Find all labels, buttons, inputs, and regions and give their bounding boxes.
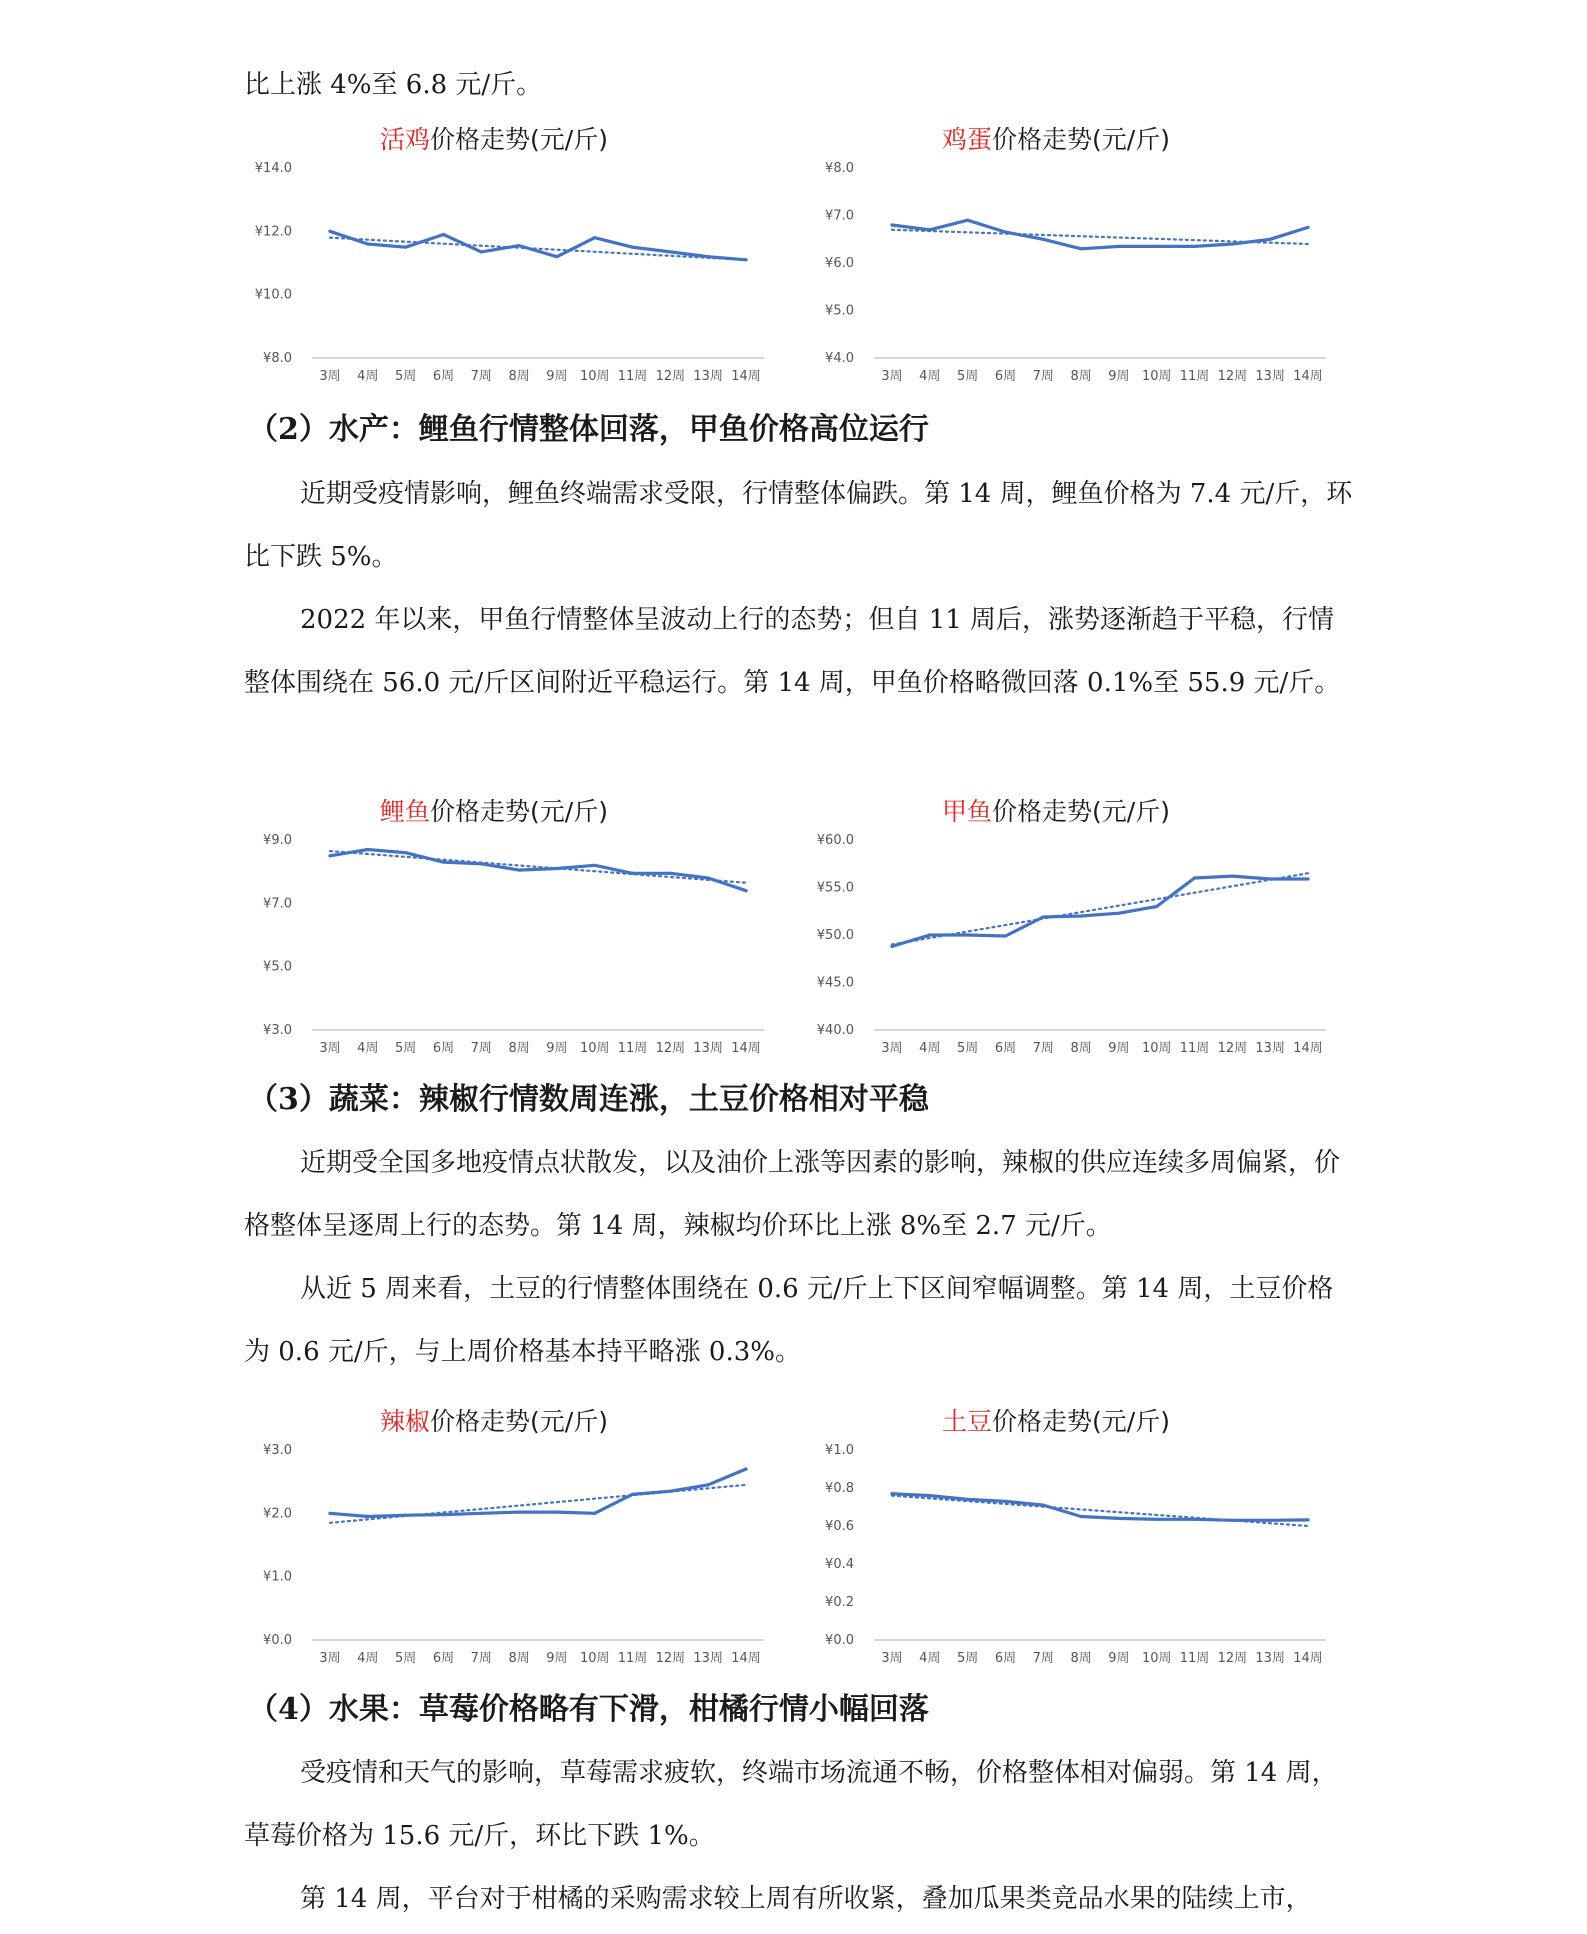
x-tick-label: 8周 <box>1070 1651 1092 1666</box>
data-point <box>480 1512 483 1515</box>
data-point <box>593 1512 596 1515</box>
chart-title: 甲鱼价格走势(元/斤) <box>942 797 1170 826</box>
x-tick-label: 11周 <box>1179 369 1210 384</box>
data-point <box>744 889 747 892</box>
y-tick-label: ¥60.0 <box>816 833 854 848</box>
data-point <box>517 1510 520 1513</box>
y-tick-label: ¥0.8 <box>825 1481 854 1496</box>
y-tick-label: ¥7.0 <box>263 896 292 912</box>
x-tick-label: 12周 <box>1217 1651 1248 1666</box>
x-tick-label: 4周 <box>919 369 941 384</box>
data-point <box>1042 238 1045 241</box>
x-tick-label: 7周 <box>470 369 492 384</box>
x-tick-label: 13周 <box>1255 1041 1285 1056</box>
x-tick-label: 5周 <box>394 1041 417 1056</box>
data-point <box>928 228 931 231</box>
x-tick-label: 14周 <box>731 1651 761 1666</box>
data-point <box>1004 231 1007 234</box>
x-tick-label: 4周 <box>919 1041 941 1056</box>
x-tick-label: 13周 <box>1255 369 1285 384</box>
data-point <box>631 872 634 875</box>
data-point <box>1042 915 1045 918</box>
data-point <box>966 1498 969 1501</box>
x-tick-label: 9周 <box>1108 1651 1130 1666</box>
chart-svg <box>806 790 1346 1070</box>
chart-soft-shell-turtle <box>806 790 1346 1070</box>
data-point <box>328 854 331 857</box>
data-point <box>1079 1515 1082 1518</box>
data-point <box>1079 247 1082 250</box>
heading-vegetables: （3）蔬菜：辣椒行情数周连涨，土豆价格相对平稳 <box>248 1082 929 1117</box>
y-tick-label: ¥0.2 <box>825 1595 854 1610</box>
x-tick-label: 12周 <box>655 1041 686 1056</box>
x-tick-label: 3周 <box>319 1041 341 1056</box>
y-tick-label: ¥50.0 <box>816 928 854 943</box>
x-tick-label: 11周 <box>1179 1651 1210 1666</box>
data-point <box>1231 875 1234 878</box>
data-point <box>404 851 407 854</box>
y-tick-label: ¥40.0 <box>816 1023 854 1038</box>
x-tick-label: 14周 <box>1293 1651 1323 1666</box>
data-point <box>366 242 369 245</box>
chart-svg <box>244 118 784 398</box>
data-point <box>890 1492 893 1495</box>
data-point <box>928 1494 931 1497</box>
y-tick-label: ¥5.0 <box>263 959 292 975</box>
x-tick-label: 10周 <box>579 369 610 384</box>
x-tick-label: 9周 <box>546 1041 568 1056</box>
data-point <box>555 1510 558 1513</box>
y-tick-label: ¥0.6 <box>825 1519 854 1534</box>
x-tick-label: 9周 <box>546 369 568 384</box>
paragraph-chili: 近期受全国多地疫情点状散发，以及油价上涨等因素的影响，辣椒的供应连续多周偏紧，价格整体呈逐周上行的态势。第 14 周，辣椒均价环比上涨 8%至 2.7 元/斤。 <box>244 1148 1341 1241</box>
data-point <box>442 1513 445 1516</box>
x-tick-label: 13周 <box>693 369 723 384</box>
x-tick-label: 5周 <box>956 369 979 384</box>
paragraph-potato: 从近 5 周来看，土豆的行情整体围绕在 0.6 元/斤上下区间窄幅调整。第 14 周，土豆价格为 0.6 元/斤，与上周价格基本持平略涨 0.3%。 <box>244 1274 1334 1367</box>
x-tick-label: 10周 <box>1141 1041 1172 1056</box>
x-tick-label: 8周 <box>508 369 530 384</box>
data-point <box>1117 1517 1120 1520</box>
x-tick-label: 6周 <box>432 1651 455 1666</box>
data-point <box>1117 245 1120 248</box>
data-point <box>928 933 931 936</box>
data-point <box>744 258 747 261</box>
data-point <box>1231 1519 1234 1522</box>
y-tick-label: ¥2.0 <box>263 1506 292 1522</box>
y-tick-label: ¥14.0 <box>254 161 292 176</box>
x-tick-label: 12周 <box>1217 1041 1248 1056</box>
x-tick-label: 5周 <box>394 1651 417 1666</box>
x-tick-label: 3周 <box>319 369 341 384</box>
data-point <box>1269 1519 1272 1522</box>
y-tick-label: ¥6.0 <box>825 256 854 271</box>
y-tick-label: ¥0.4 <box>825 1557 854 1572</box>
data-point <box>631 1493 634 1496</box>
paragraph-carp: 近期受疫情影响，鲤鱼终端需求受限，行情整体偏跌。第 14 周，鲤鱼价格为 7.4 元/斤，环比下跌 5%。 <box>244 479 1353 572</box>
y-tick-label: ¥4.0 <box>825 351 854 366</box>
chart-eggs <box>806 118 1346 398</box>
x-tick-label: 5周 <box>956 1041 979 1056</box>
x-tick-label: 6周 <box>432 1041 455 1056</box>
x-tick-label: 9周 <box>546 1651 568 1666</box>
data-point <box>631 246 634 249</box>
data-point <box>517 868 520 871</box>
data-point <box>1269 238 1272 241</box>
price-series-line <box>892 1494 1308 1521</box>
chart-svg <box>244 1400 784 1680</box>
data-point <box>1193 245 1196 248</box>
data-point <box>442 861 445 864</box>
paragraph-citrus: 第 14 周，平台对于柑橘的采购需求较上周有所收紧，叠加瓜果类竞品水果的陆续上市， <box>300 1884 1312 1914</box>
x-tick-label: 4周 <box>357 1651 379 1666</box>
x-tick-label: 11周 <box>617 369 648 384</box>
x-tick-label: 4周 <box>357 1041 379 1056</box>
x-tick-label: 3周 <box>881 1041 903 1056</box>
chart-potato <box>806 1400 1346 1680</box>
chart-title: 鲤鱼价格走势(元/斤) <box>380 797 608 826</box>
chart-title: 辣椒价格走势(元/斤) <box>380 1407 608 1436</box>
data-point <box>480 862 483 865</box>
data-point <box>366 1515 369 1518</box>
data-point <box>966 933 969 936</box>
y-tick-label: ¥8.0 <box>825 161 854 176</box>
heading-aquatic: （2）水产：鲤鱼行情整体回落，甲鱼价格高位运行 <box>248 412 929 447</box>
x-tick-label: 8周 <box>1070 369 1092 384</box>
x-tick-label: 4周 <box>919 1651 941 1666</box>
chart-svg <box>806 118 1346 398</box>
chart-title: 鸡蛋价格走势(元/斤) <box>942 125 1170 154</box>
x-tick-label: 14周 <box>1293 369 1323 384</box>
data-point <box>404 246 407 249</box>
chart-live-chicken <box>244 118 784 398</box>
x-tick-label: 13周 <box>693 1651 723 1666</box>
data-point <box>1155 905 1158 908</box>
data-point <box>1117 912 1120 915</box>
y-tick-label: ¥3.0 <box>263 1443 292 1458</box>
data-point <box>1306 877 1309 880</box>
x-tick-label: 12周 <box>655 369 686 384</box>
x-tick-label: 3周 <box>881 1651 903 1666</box>
data-point <box>1306 226 1309 229</box>
x-tick-label: 4周 <box>357 369 379 384</box>
data-point <box>890 223 893 226</box>
x-tick-label: 13周 <box>693 1041 723 1056</box>
y-tick-label: ¥8.0 <box>263 351 292 366</box>
x-tick-label: 14周 <box>1293 1041 1323 1056</box>
data-point <box>366 848 369 851</box>
price-series-line <box>892 220 1308 249</box>
data-point <box>328 230 331 233</box>
y-tick-label: ¥0.0 <box>263 1633 292 1648</box>
x-tick-label: 3周 <box>881 369 903 384</box>
x-tick-label: 10周 <box>579 1651 610 1666</box>
data-point <box>744 1467 747 1470</box>
data-point <box>328 1512 331 1515</box>
y-tick-label: ¥7.0 <box>825 208 854 224</box>
x-tick-label: 13周 <box>1255 1651 1285 1666</box>
trend-line <box>330 238 746 260</box>
chart-svg <box>806 1400 1346 1680</box>
price-series-line <box>892 876 1308 946</box>
y-tick-label: ¥10.0 <box>254 287 292 303</box>
x-tick-label: 6周 <box>994 369 1017 384</box>
x-tick-label: 7周 <box>1032 369 1054 384</box>
x-tick-label: 3周 <box>319 1651 341 1666</box>
data-point <box>404 1514 407 1517</box>
data-point <box>890 945 893 948</box>
data-point <box>480 250 483 253</box>
data-point <box>1193 876 1196 879</box>
data-point <box>669 250 672 253</box>
data-point <box>1155 245 1158 248</box>
data-point <box>1004 934 1007 937</box>
chart-svg <box>244 790 784 1070</box>
x-tick-label: 7周 <box>1032 1041 1054 1056</box>
chart-title: 土豆价格走势(元/斤) <box>942 1407 1170 1436</box>
x-tick-label: 8周 <box>508 1041 530 1056</box>
data-point <box>669 1490 672 1493</box>
y-tick-label: ¥1.0 <box>263 1569 292 1585</box>
data-point <box>966 219 969 222</box>
x-tick-label: 7周 <box>470 1651 492 1666</box>
x-tick-label: 6周 <box>432 369 455 384</box>
x-tick-label: 11周 <box>1179 1041 1210 1056</box>
paragraph-strawberry: 受疫情和天气的影响，草莓需求疲软，终端市场流通不畅，价格整体相对偏弱。第 14 周，草莓价格为 15.6 元/斤，环比下跌 1%。 <box>244 1758 1338 1851</box>
data-point <box>517 244 520 247</box>
y-tick-label: ¥3.0 <box>263 1023 292 1038</box>
data-point <box>1004 1500 1007 1503</box>
heading-fruits: （4）水果：草莓价格略有下滑，柑橘行情小幅回落 <box>248 1692 929 1727</box>
x-tick-label: 5周 <box>394 369 417 384</box>
y-tick-label: ¥1.0 <box>825 1443 854 1458</box>
trend-line <box>330 851 746 883</box>
data-point <box>555 867 558 870</box>
y-tick-label: ¥9.0 <box>263 833 292 848</box>
data-point <box>707 255 710 258</box>
x-tick-label: 12周 <box>1217 369 1248 384</box>
x-tick-label: 10周 <box>579 1041 610 1056</box>
data-point <box>1155 1518 1158 1521</box>
data-point <box>1269 877 1272 880</box>
data-point <box>1231 242 1234 245</box>
x-tick-label: 7周 <box>470 1041 492 1056</box>
y-tick-label: ¥5.0 <box>825 303 854 319</box>
data-point <box>1042 1504 1045 1507</box>
x-tick-label: 6周 <box>994 1041 1017 1056</box>
y-tick-label: ¥45.0 <box>816 975 854 991</box>
data-point <box>1306 1518 1309 1521</box>
data-point <box>442 233 445 236</box>
data-point <box>669 872 672 875</box>
x-tick-label: 14周 <box>731 1041 761 1056</box>
x-tick-label: 10周 <box>1141 1651 1172 1666</box>
x-tick-label: 11周 <box>617 1651 648 1666</box>
y-tick-label: ¥55.0 <box>816 880 854 896</box>
x-tick-label: 8周 <box>1070 1041 1092 1056</box>
x-tick-label: 14周 <box>731 369 761 384</box>
chart-carp <box>244 790 784 1070</box>
x-tick-label: 8周 <box>508 1651 530 1666</box>
paragraph-turtle: 2022 年以来，甲鱼行情整体呈波动上行的态势；但自 11 周后，涨势逐渐趋于平稳，行情整体围绕在 56.0 元/斤区间附近平稳运行。第 14 周，甲鱼价格略微回落 0.1%至 55.9 元/斤。 <box>244 605 1341 698</box>
x-tick-label: 12周 <box>655 1651 686 1666</box>
x-tick-label: 9周 <box>1108 1041 1130 1056</box>
chart-chili <box>244 1400 784 1680</box>
data-point <box>1079 914 1082 917</box>
y-tick-label: ¥12.0 <box>254 224 292 240</box>
paragraph-0: 比上涨 4%至 6.8 元/斤。 <box>244 70 543 100</box>
x-tick-label: 5周 <box>956 1651 979 1666</box>
x-tick-label: 9周 <box>1108 369 1130 384</box>
data-point <box>555 255 558 258</box>
chart-title: 活鸡价格走势(元/斤) <box>380 125 608 154</box>
x-tick-label: 11周 <box>617 1041 648 1056</box>
data-point <box>707 876 710 879</box>
data-point <box>593 236 596 239</box>
x-tick-label: 6周 <box>994 1651 1017 1666</box>
data-point <box>1193 1518 1196 1521</box>
x-tick-label: 10周 <box>1141 369 1172 384</box>
price-series-line <box>330 1469 746 1517</box>
data-point <box>593 864 596 867</box>
y-tick-label: ¥0.0 <box>825 1633 854 1648</box>
data-point <box>707 1483 710 1486</box>
x-tick-label: 7周 <box>1032 1651 1054 1666</box>
